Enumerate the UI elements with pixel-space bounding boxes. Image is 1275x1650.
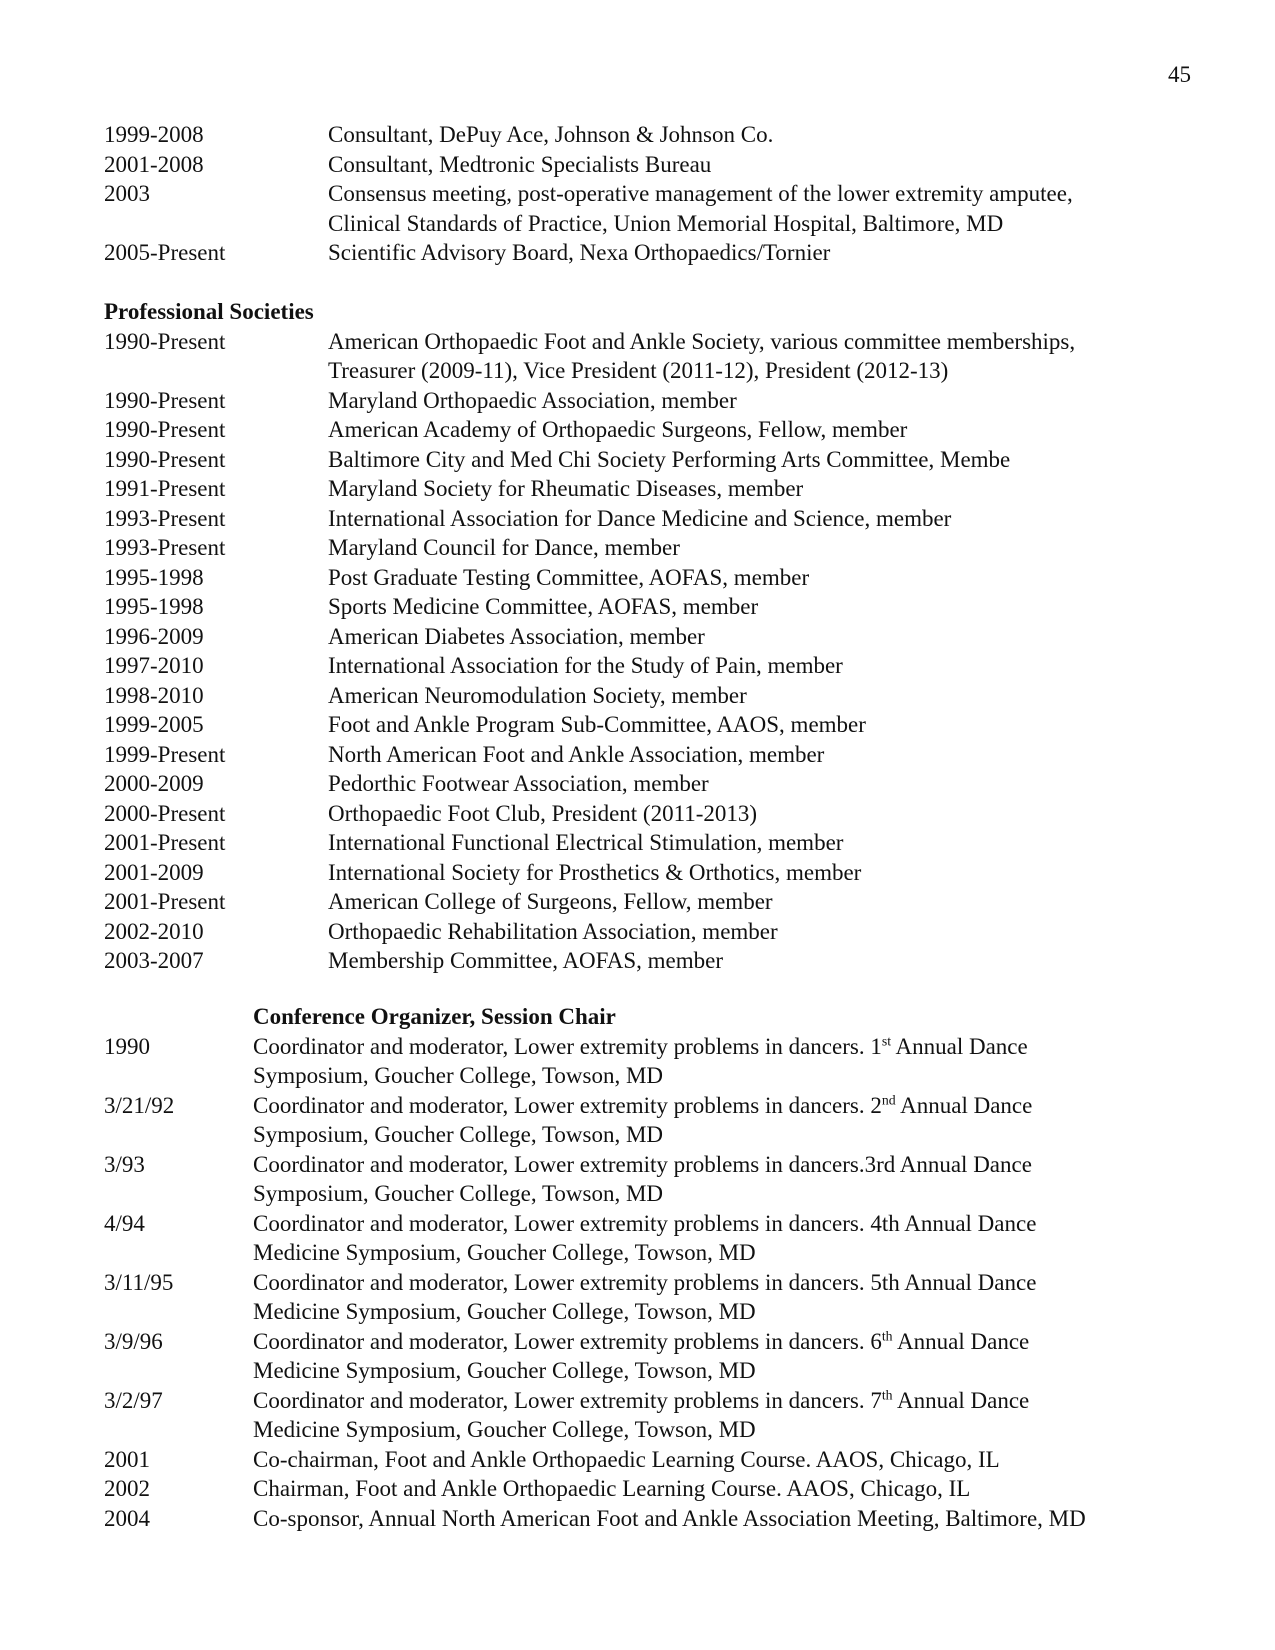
list-item bbox=[104, 386, 1075, 416]
entry-description bbox=[253, 1504, 1086, 1534]
entry-date: 1993-Present bbox=[104, 535, 226, 560]
list-item bbox=[104, 474, 1075, 504]
entry-text: Co-chairman, Foot and Ankle Orthopaedic Learning Course. AAOS, Chicago, IL bbox=[253, 1446, 1000, 1472]
list-item bbox=[104, 150, 1073, 180]
ordinal-suffix: th bbox=[881, 1327, 893, 1343]
list-item bbox=[104, 120, 1073, 150]
entry-line: Orthopaedic Foot Club, President (2011-2013) bbox=[328, 800, 758, 826]
list-item bbox=[104, 681, 1075, 711]
entry-line: Medicine Symposium, Goucher College, Towson, MD bbox=[253, 1299, 756, 1324]
entry-description bbox=[253, 1150, 1032, 1209]
entry-text: Annual Dance bbox=[892, 1387, 1030, 1413]
entry-line: Post Graduate Testing Committee, AOFAS, member bbox=[328, 564, 810, 590]
entry-date: 1991-Present bbox=[104, 476, 226, 501]
entry-line: Maryland Orthopaedic Association, member bbox=[328, 387, 737, 413]
entry-date: 2001 bbox=[104, 1446, 150, 1472]
list-item bbox=[104, 917, 1075, 947]
entry-line bbox=[253, 1150, 1032, 1180]
list-item bbox=[104, 1504, 1086, 1534]
entry-line: American Orthopaedic Foot and Ankle Society, various committee memberships, bbox=[328, 328, 1076, 354]
entry-description bbox=[328, 533, 680, 563]
entry-date: 1995-1998 bbox=[104, 564, 204, 590]
entry-date: 2001-2008 bbox=[104, 151, 204, 177]
entry-description bbox=[328, 710, 866, 740]
entry-line: International Functional Electrical Stimulation, member bbox=[328, 830, 844, 855]
entry-date: 1995-1998 bbox=[104, 594, 204, 619]
list-item bbox=[104, 651, 1075, 681]
list-item bbox=[104, 799, 1075, 829]
entry-description bbox=[328, 828, 843, 858]
entry-description bbox=[328, 238, 830, 268]
entry-description bbox=[328, 651, 843, 681]
entry-description bbox=[328, 622, 705, 652]
entry-line bbox=[253, 1091, 1032, 1121]
entry-line: International Association for the Study of Pain, member bbox=[328, 653, 843, 678]
entry-date: 2001-2009 bbox=[104, 859, 204, 885]
entry-date: 1990-Present bbox=[104, 446, 226, 472]
list-item bbox=[104, 1032, 1086, 1091]
entry-line: Symposium, Goucher College, Towson, MD bbox=[253, 1181, 664, 1206]
entry-date: 3/11/95 bbox=[104, 1269, 174, 1295]
entry-line: Orthopaedic Rehabilitation Association, member bbox=[328, 918, 778, 944]
entry-line: Medicine Symposium, Goucher College, Towson, MD bbox=[253, 1358, 756, 1383]
ordinal-suffix: st bbox=[881, 1032, 892, 1048]
entry-text: Annual Dance bbox=[895, 1092, 1033, 1118]
entry-line bbox=[253, 1474, 970, 1504]
entry-date: 1999-2005 bbox=[104, 712, 204, 737]
entry-line: Foot and Ankle Program Sub-Committee, AAOS, member bbox=[328, 712, 866, 737]
list-item bbox=[104, 622, 1075, 652]
entry-line: American Academy of Orthopaedic Surgeons, Fellow, member bbox=[328, 417, 908, 442]
entry-description bbox=[328, 681, 747, 711]
entry-text: Coordinator and moderator, Lower extremity problems in dancers. 4th Annual Dance bbox=[253, 1210, 1037, 1236]
list-item bbox=[104, 1445, 1086, 1475]
list-item bbox=[104, 769, 1075, 799]
list-item bbox=[104, 533, 1075, 563]
entry-line: American College of Surgeons, Fellow, member bbox=[328, 889, 773, 914]
entry-line: Baltimore City and Med Chi Society Performing Arts Committee, Membe bbox=[328, 446, 1011, 472]
entry-line: North American Foot and Ankle Association, member bbox=[328, 741, 825, 767]
list-item bbox=[104, 592, 1075, 622]
conference-organizer-section bbox=[104, 1002, 1086, 1533]
entry-line: Scientific Advisory Board, Nexa Orthopaedics/Tornier bbox=[328, 240, 831, 265]
entry-date: 2004 bbox=[104, 1505, 150, 1531]
entry-text: Coordinator and moderator, Lower extremity problems in dancers.3rd Annual Dance bbox=[253, 1151, 1032, 1177]
entry-date: 2003-2007 bbox=[104, 948, 204, 973]
entry-date: 2000-Present bbox=[104, 800, 226, 826]
ordinal-suffix: th bbox=[881, 1386, 893, 1402]
entry-date: 1990 bbox=[104, 1033, 150, 1059]
list-item bbox=[104, 504, 1075, 534]
entry-line bbox=[253, 1445, 1000, 1475]
entry-date: 2002 bbox=[104, 1476, 150, 1501]
entry-description bbox=[328, 917, 778, 947]
entry-line: International Association for Dance Medicine and Science, member bbox=[328, 505, 952, 531]
entry-description bbox=[328, 887, 773, 917]
entry-text: Chairman, Foot and Ankle Orthopaedic Learning Course. AAOS, Chicago, IL bbox=[253, 1476, 971, 1501]
list-item bbox=[104, 858, 1075, 888]
entry-line: Consensus meeting, post-operative management of the lower extremity amputee, bbox=[328, 181, 1073, 206]
entry-description bbox=[253, 1445, 1000, 1475]
entry-line: Symposium, Goucher College, Towson, MD bbox=[253, 1122, 664, 1147]
entry-description bbox=[328, 563, 809, 593]
list-item bbox=[104, 710, 1075, 740]
section-heading: Conference Organizer, Session Chair bbox=[253, 1004, 616, 1029]
entry-description bbox=[328, 474, 803, 504]
entry-date: 2005-Present bbox=[104, 240, 226, 265]
entry-description bbox=[253, 1268, 1036, 1327]
entry-line bbox=[253, 1504, 1086, 1534]
entry-line: Consultant, Medtronic Specialists Bureau bbox=[328, 151, 712, 177]
list-item bbox=[104, 887, 1075, 917]
entry-description bbox=[328, 415, 907, 445]
entry-description bbox=[328, 858, 861, 888]
entry-date: 1997-2010 bbox=[104, 653, 204, 678]
entry-text: Coordinator and moderator, Lower extremity problems in dancers. 7 bbox=[253, 1387, 882, 1413]
entry-date: 2002-2010 bbox=[104, 918, 204, 944]
entry-date: 2003 bbox=[104, 181, 150, 206]
entry-line: Maryland Council for Dance, member bbox=[328, 535, 680, 560]
list-item bbox=[104, 563, 1075, 593]
entry-date: 2001-Present bbox=[104, 889, 226, 914]
entry-text: Coordinator and moderator, Lower extremity problems in dancers. 6 bbox=[253, 1328, 882, 1354]
list-item bbox=[104, 828, 1075, 858]
list-item bbox=[104, 740, 1075, 770]
list-item bbox=[104, 1209, 1086, 1268]
entry-description bbox=[253, 1474, 970, 1504]
list-item bbox=[104, 946, 1075, 976]
entry-description bbox=[253, 1091, 1032, 1150]
entry-description bbox=[328, 179, 1073, 238]
entry-description bbox=[253, 1327, 1029, 1386]
entry-line bbox=[253, 1327, 1029, 1357]
entry-line bbox=[253, 1268, 1036, 1298]
entry-description bbox=[253, 1386, 1029, 1445]
ordinal-suffix: nd bbox=[881, 1091, 896, 1107]
entry-date: 3/93 bbox=[104, 1151, 145, 1177]
entry-text: Co-sponsor, Annual North American Foot and Ankle Association Meeting, Baltimore, MD bbox=[253, 1505, 1086, 1531]
entry-line: Clinical Standards of Practice, Union Memorial Hospital, Baltimore, MD bbox=[328, 210, 1004, 236]
entry-date: 1999-Present bbox=[104, 741, 226, 767]
entry-line: Consultant, DePuy Ace, Johnson & Johnson Co. bbox=[328, 122, 774, 147]
entry-description bbox=[328, 799, 757, 829]
entry-line: American Neuromodulation Society, member bbox=[328, 682, 747, 708]
list-item bbox=[104, 238, 1073, 268]
entry-description bbox=[328, 769, 709, 799]
list-item bbox=[104, 1268, 1086, 1327]
entry-line: Treasurer (2009-11), Vice President (2011-12), President (2012-13) bbox=[328, 358, 949, 383]
entry-description bbox=[328, 592, 758, 622]
list-item bbox=[104, 445, 1075, 475]
entry-text: Coordinator and moderator, Lower extremity problems in dancers. 2 bbox=[253, 1092, 882, 1118]
entry-date: 1990-Present bbox=[104, 387, 226, 413]
entry-line: Sports Medicine Committee, AOFAS, member bbox=[328, 594, 759, 619]
list-item bbox=[104, 1327, 1086, 1386]
entry-description bbox=[328, 120, 773, 150]
entry-date: 1990-Present bbox=[104, 328, 226, 354]
list-item bbox=[104, 1150, 1086, 1209]
list-item bbox=[104, 1091, 1086, 1150]
entry-date: 2000-2009 bbox=[104, 771, 204, 796]
consulting-section bbox=[104, 120, 1073, 268]
entry-description bbox=[328, 504, 951, 534]
entry-line bbox=[253, 1209, 1036, 1239]
entry-line: Medicine Symposium, Goucher College, Towson, MD bbox=[253, 1240, 756, 1265]
list-item bbox=[104, 179, 1073, 238]
societies-list bbox=[104, 327, 1075, 976]
entry-date: 3/21/92 bbox=[104, 1092, 175, 1118]
entry-line: Pedorthic Footwear Association, member bbox=[328, 771, 709, 796]
entry-description bbox=[328, 327, 1075, 386]
entry-date: 1998-2010 bbox=[104, 682, 204, 708]
entry-text: Coordinator and moderator, Lower extremity problems in dancers. 5th Annual Dance bbox=[253, 1269, 1037, 1295]
entry-date: 4/94 bbox=[104, 1210, 145, 1236]
entry-line: International Society for Prosthetics & Orthotics, member bbox=[328, 859, 862, 885]
professional-societies-section bbox=[104, 297, 1075, 976]
entry-date: 1996-2009 bbox=[104, 623, 204, 649]
entry-description bbox=[328, 150, 711, 180]
entry-text: Coordinator and moderator, Lower extremity problems in dancers. 1 bbox=[253, 1033, 882, 1059]
list-item bbox=[104, 415, 1075, 445]
entry-description bbox=[328, 386, 737, 416]
entry-date: 3/2/97 bbox=[104, 1387, 163, 1413]
entry-text: Annual Dance bbox=[892, 1328, 1030, 1354]
entry-line: Membership Committee, AOFAS, member bbox=[328, 948, 724, 973]
entry-date: 1999-2008 bbox=[104, 122, 204, 147]
entry-date: 3/9/96 bbox=[104, 1328, 163, 1354]
entry-line bbox=[253, 1032, 1028, 1062]
entry-date: 2001-Present bbox=[104, 830, 226, 855]
entry-line: Symposium, Goucher College, Towson, MD bbox=[253, 1063, 664, 1088]
section-heading: Professional Societies bbox=[104, 299, 314, 324]
entry-description bbox=[253, 1209, 1036, 1268]
entry-description bbox=[328, 740, 824, 770]
list-item bbox=[104, 1474, 1086, 1504]
entry-description bbox=[328, 445, 1010, 475]
entry-line bbox=[253, 1386, 1029, 1416]
list-item bbox=[104, 1386, 1086, 1445]
entry-line: American Diabetes Association, member bbox=[328, 623, 705, 649]
entry-line: Medicine Symposium, Goucher College, Towson, MD bbox=[253, 1417, 756, 1442]
entry-text: Annual Dance bbox=[891, 1033, 1028, 1059]
entry-description bbox=[328, 946, 723, 976]
entry-line: Maryland Society for Rheumatic Diseases, member bbox=[328, 476, 804, 501]
entry-description bbox=[253, 1032, 1028, 1091]
conference-list bbox=[104, 1032, 1086, 1534]
entry-date: 1990-Present bbox=[104, 417, 226, 442]
page-number: 45 bbox=[1168, 62, 1191, 87]
list-item bbox=[104, 327, 1075, 386]
entry-date: 1993-Present bbox=[104, 505, 226, 531]
